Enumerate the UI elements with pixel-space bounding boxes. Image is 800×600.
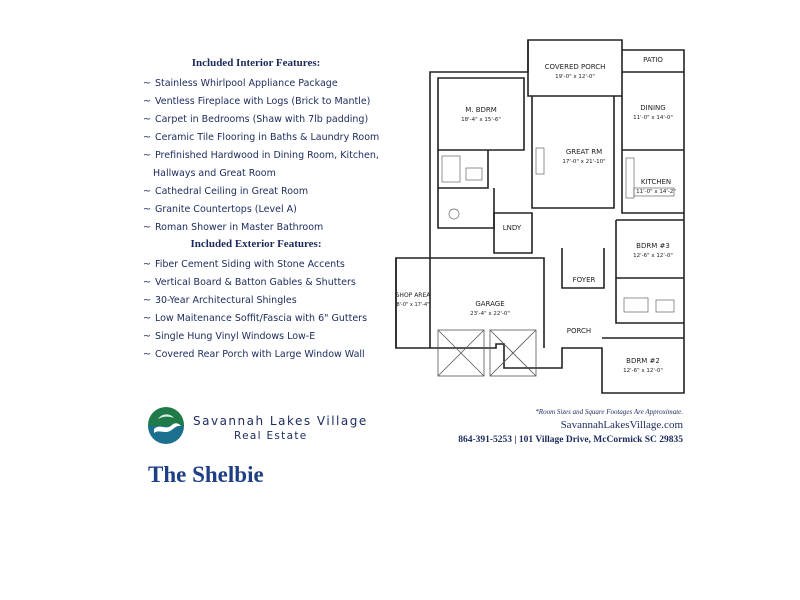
interior-feature-item: ~ Prefinished Hardwood in Dining Room, Kitchen, (143, 150, 379, 161)
room-size-dining: 11'-0" x 14'-0" (633, 115, 673, 121)
features-panel (143, 57, 383, 364)
floor-plan-drawing (394, 38, 686, 403)
exterior-walls (396, 40, 684, 393)
room-size-bedroom-3: 12'-6" x 12'-0" (633, 253, 673, 259)
exterior-feature-item: ~ 30-Year Architectural Shingles (143, 295, 297, 306)
exterior-feature-item: ~ Vertical Board & Batton Gables & Shutters (143, 277, 356, 288)
room-size-great-room: 17'-0" x 21'-10" (562, 159, 606, 165)
interior-feature-item: ~ Cathedral Ceiling in Great Room (143, 186, 309, 197)
room-label-master-bedroom: M. BDRM (465, 106, 497, 114)
room-size-shop-area: 8'-0" x 17'-4" (396, 302, 430, 308)
interior-feature-item-continued: Hallways and Great Room (153, 168, 276, 179)
interior-feature-item: ~ Ventless Fireplace with Logs (Brick to Mantle) (143, 96, 371, 107)
interior-feature-item: ~ Granite Countertops (Level A) (143, 204, 297, 215)
room-label-bedroom-2: BDRM #2 (626, 357, 660, 365)
brand-block (193, 414, 368, 442)
room-label-garage: GARAGE (475, 300, 505, 308)
plan-title: The Shelbie (148, 462, 264, 487)
interior-features-heading: Included Interior Features: (191, 57, 321, 69)
disclaimer-note: *Room Sizes and Square Footages Are Approximate. (535, 408, 683, 416)
room-label-dining: DINING (640, 104, 666, 112)
contact-block (400, 408, 683, 445)
floor-plan (394, 38, 686, 403)
laundry-walls (494, 213, 532, 253)
room-size-kitchen: 11'-0" x 14'-2" (636, 189, 676, 195)
brand-subtitle: Real Estate (234, 430, 308, 442)
room-label-foyer: FOYER (572, 276, 596, 284)
interior-feature-item: ~ Carpet in Bedrooms (Shaw with 7lb padding) (143, 114, 369, 125)
interior-feature-item: ~ Roman Shower in Master Bathroom (143, 222, 324, 233)
address-text: 864-391-5253 | 101 Village Drive, McCormick SC 29835 (458, 435, 683, 445)
room-label-shop-area: SHOP AREA (395, 292, 431, 299)
room-label-patio: PATIO (643, 56, 663, 64)
room-label-covered-porch: COVERED PORCH (544, 63, 606, 71)
exterior-feature-item: ~ Covered Rear Porch with Large Window Wall (143, 349, 365, 360)
room-label-kitchen: KITCHEN (640, 178, 672, 186)
room-size-covered-porch: 19'-0" x 12'-0" (555, 74, 595, 80)
exterior-feature-item: ~ Fiber Cement Siding with Stone Accents (143, 259, 345, 270)
exterior-feature-item: ~ Low Maitenance Soffit/Fascia with 6" Gutters (143, 313, 368, 324)
exterior-feature-item: ~ Single Hung Vinyl Windows Low-E (143, 331, 316, 342)
room-size-master-bedroom: 18'-4" x 15'-6" (461, 117, 501, 123)
kitchen-walls (622, 96, 684, 213)
room-label-porch: PORCH (566, 327, 592, 335)
website-text: SavannahLakesVillage.com (560, 419, 683, 431)
room-size-bedroom-2: 12'-6" x 12'-0" (623, 368, 663, 374)
exterior-features-heading: Included Exterior Features: (190, 238, 322, 250)
savannah-lakes-logo-icon (146, 405, 186, 445)
fixtures (442, 148, 674, 312)
master-bedroom-walls (438, 78, 524, 150)
room-size-garage: 23'-4" x 22'-0" (470, 311, 510, 317)
exterior-features-list (143, 256, 383, 364)
interior-feature-item: ~ Ceramic Tile Flooring in Baths & Laundry Room (143, 132, 380, 143)
interior-features-list (143, 75, 383, 237)
room-label-bedroom-3: BDRM #3 (636, 242, 670, 250)
brand-name: Savannah Lakes Village (193, 414, 368, 428)
room-label-great-room: GREAT RM (565, 148, 603, 156)
room-label-laundry: LNDY (502, 224, 522, 232)
interior-feature-item: ~ Stainless Whirlpool Appliance Package (143, 78, 338, 89)
wc-walls (438, 188, 494, 228)
garage-doors (438, 330, 536, 376)
